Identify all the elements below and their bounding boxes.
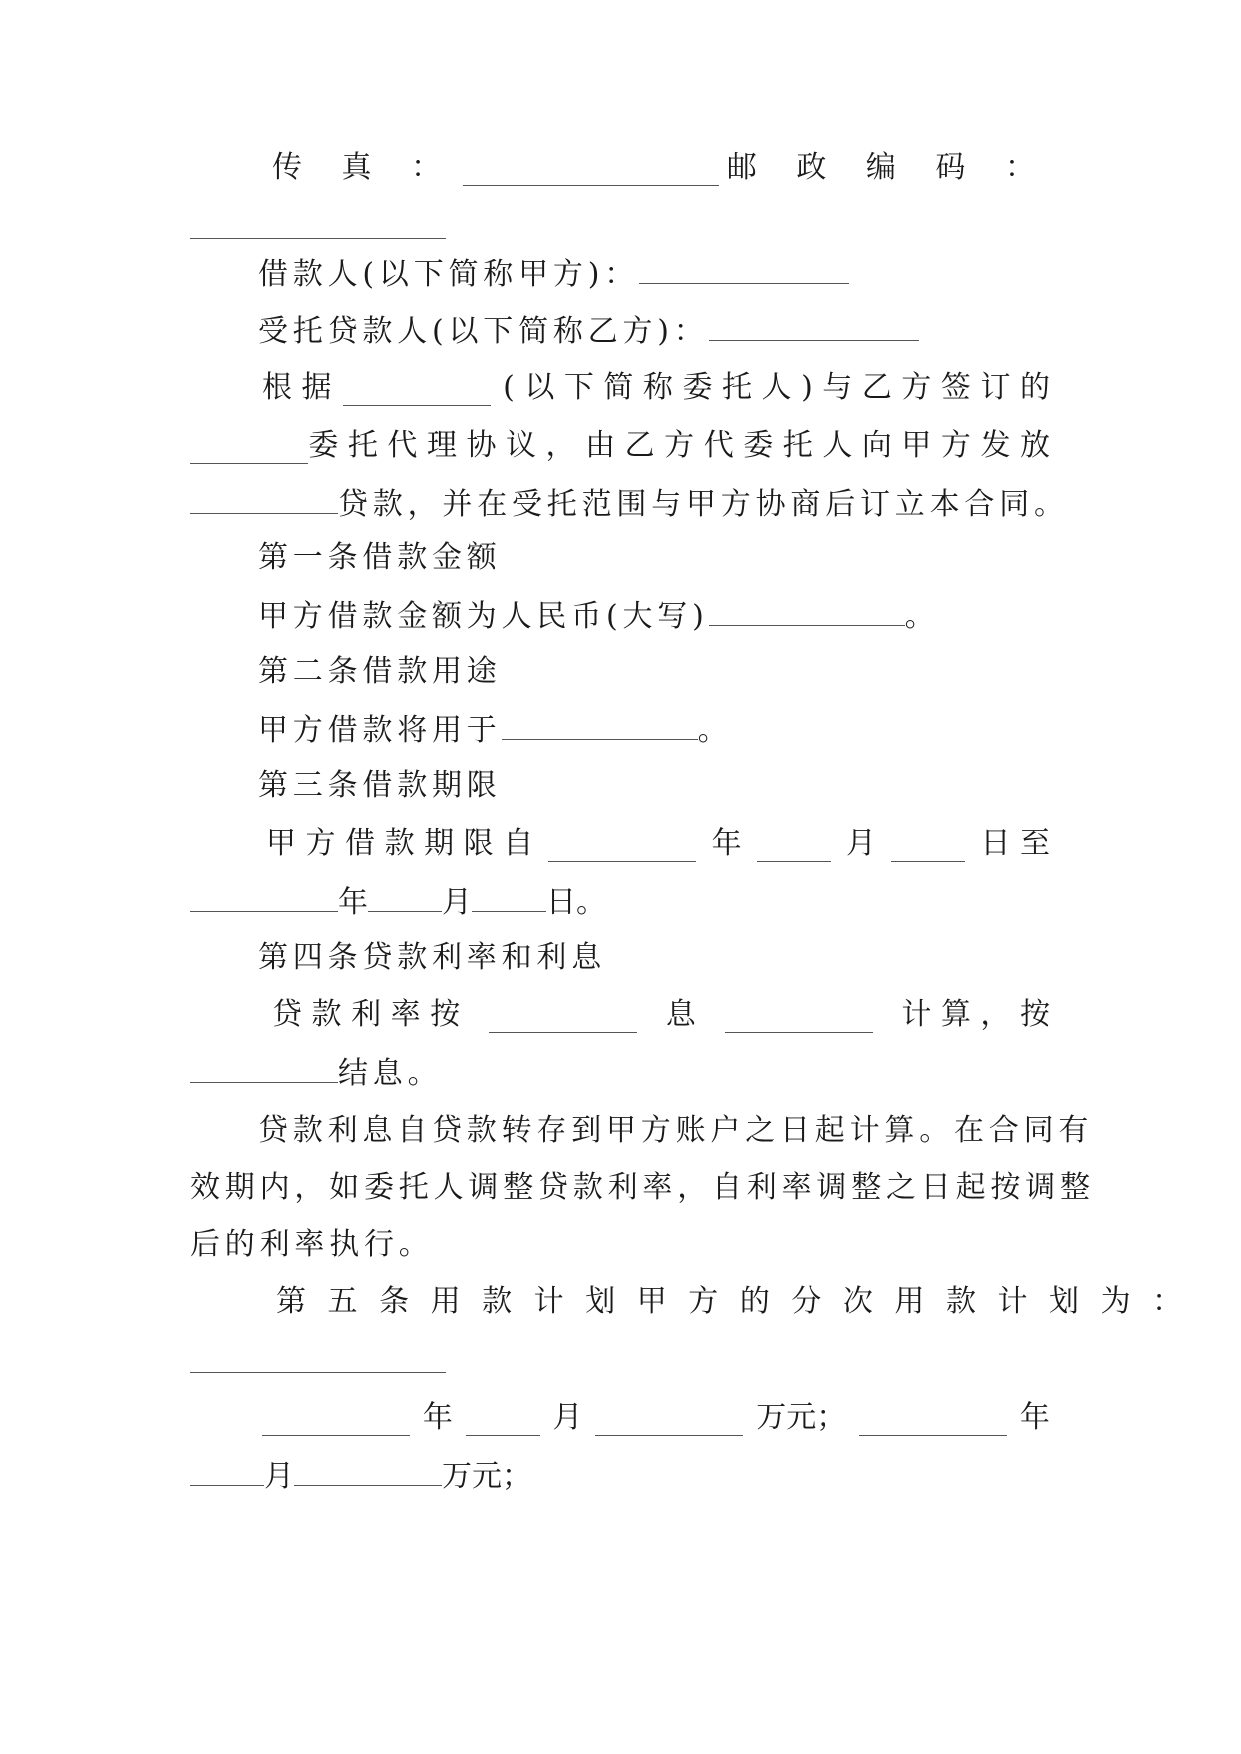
borrower-label: 借款人(以下简称甲方)：: [258, 257, 640, 292]
plan-month-blank-2: [190, 1457, 264, 1486]
basis-text-1b: ( 以 下 简 称 委 托 人 ) 与 乙 方 签 订 的: [503, 370, 1050, 405]
fax-label: 传 真 ：: [272, 150, 457, 185]
article-4-line-1: 贷 款 利 率 按 息 计 算 ， 按: [272, 997, 1050, 1032]
plan-amount-blank-2: [294, 1457, 442, 1486]
article-2-text: 甲方借款将用于 。: [258, 713, 728, 748]
article-5-blank-line: [190, 1344, 1050, 1382]
start-day-blank: [891, 833, 965, 862]
end-month-blank: [368, 883, 442, 912]
plan-amount-blank-1: [595, 1407, 743, 1436]
postal-code-blank: [190, 210, 446, 239]
lender-blank: [709, 312, 919, 341]
article-4-line-2: 结息。: [190, 1054, 1050, 1092]
article-4-para-line-2: 效期内，如委托人调整贷款利率，自利率调整之日起按调整: [190, 1170, 1095, 1205]
loan-type-blank: [190, 485, 338, 514]
basis-line-1: [262, 370, 1050, 406]
article-4-para-line-3: 后的利率执行。: [190, 1227, 434, 1262]
loan-amount-blank: [709, 597, 905, 626]
postal-code-label: 邮 政 编 码 ：: [726, 150, 1050, 185]
article-5-row-2: 月 万元；: [190, 1457, 1050, 1495]
end-day-blank: [472, 883, 546, 912]
article-3-line-2: 年 月 日。: [190, 883, 1050, 921]
plan-year-blank-2: [859, 1407, 1007, 1436]
article-4-para-line-1: 贷款利息自贷款转存到甲方账户之日起计算。在合同有: [258, 1113, 1094, 1148]
postal-code-line: [190, 210, 1050, 248]
plan-month-blank-1: [466, 1407, 540, 1436]
basis-line-2: [190, 428, 1050, 464]
fax-postal-line: [272, 150, 1050, 186]
article-2-title: 第二条借款用途: [258, 654, 502, 689]
basis-line-3: [190, 485, 1069, 523]
lender-label: 受托贷款人(以下简称乙方)：: [258, 314, 709, 349]
article-1-text: 甲方借款金额为人民币(大写) 。: [258, 599, 935, 634]
loan-purpose-blank: [502, 711, 698, 740]
interest-calc-blank: [725, 1004, 873, 1033]
basis-text-2b: 委 托 代 理 协 议 ， 由 乙 方 代 委 托 人 向 甲 方 发 放: [308, 428, 1050, 463]
basis-text-3b: 贷款，并在受托范围与甲方协商后订立本合同。: [338, 487, 1069, 522]
article-3-title: 第三条借款期限: [258, 768, 502, 803]
borrower-blank: [639, 255, 849, 284]
article-5-line-1: 第 五 条 用 款 计 划 甲 方 的 分 次 用 款 计 划 为 ：: [276, 1284, 1189, 1319]
agreement-blank: [190, 435, 308, 464]
fax-blank: [463, 157, 719, 186]
lender-line: [258, 312, 1050, 350]
end-year-blank: [190, 883, 338, 912]
plan-blank: [190, 1344, 446, 1373]
article-4-title: 第四条贷款利率和利息: [258, 940, 606, 975]
plan-year-blank-1: [262, 1407, 410, 1436]
rate-basis-blank: [489, 1004, 637, 1033]
basis-text-1a: 根 据: [262, 370, 332, 405]
start-year-blank: [548, 833, 696, 862]
article-3-line-1: 甲 方 借 款 期 限 自 年 月 日 至: [266, 826, 1050, 861]
start-month-blank: [757, 833, 831, 862]
article-1-title: 第一条借款金额: [258, 540, 502, 575]
entrusting-party-blank: [343, 377, 491, 406]
borrower-line: [258, 255, 1050, 293]
settlement-blank: [190, 1054, 338, 1083]
article-5-row-1: 年 月 万元； 年: [262, 1400, 1050, 1436]
